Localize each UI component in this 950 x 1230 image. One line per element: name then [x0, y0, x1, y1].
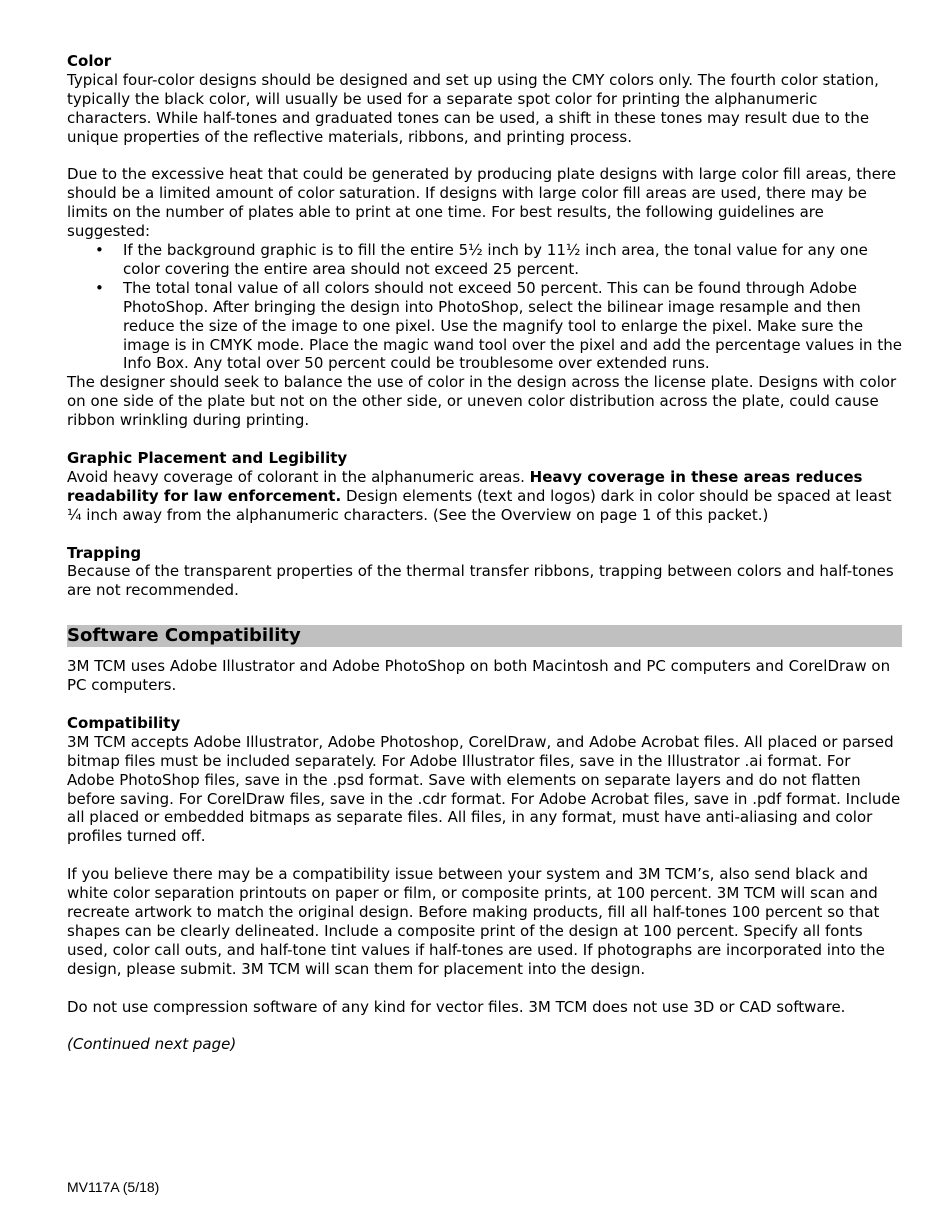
compatibility-paragraph-2: If you believe there may be a compatibility issue between your system and 3M TCM’s, also send black and white color separation printouts on paper or film, or composite prints, at 100 percent. 3M TCM will scan and recreate artwork to match the original design. Before making products, fill all half-tones 100 percent so that shapes can be clearly delineated. Include a composite print of the design at 100 percent. Specify all fonts used, color call outs, and half-tone tint values if half-tones are used. If photographs are incorporated into the design, please submit. 3M TCM will scan them for placement into the design. — [67, 865, 885, 978]
trapping-paragraph: Because of the transparent properties of the thermal transfer ribbons, trapping between colors and half-tones are not recommended. — [67, 562, 894, 600]
color-guidelines-list — [67, 241, 902, 373]
placement-paragraph — [67, 468, 902, 525]
color-heading: Color — [67, 52, 112, 70]
placement-text-bold: Heavy coverage in these areas reduces readability for law enforcement. — [67, 467, 863, 505]
color-paragraph-3: The designer should seek to balance the use of color in the design across the license plate. Designs with color on one side of the plate but not on the other side, or uneven color distribution across the plate, could cause ribbon wrinkling during printing. — [67, 373, 897, 430]
compatibility-paragraph-1: 3M TCM accepts Adobe Illustrator, Adobe Photoshop, CorelDraw, and Adobe Acrobat files. All placed or parsed bitmap files must be included separately. For Adobe Illustrator files, save in the Illustrator .ai format. For Adobe PhotoShop files, save in the .psd format. Save with elements on separate layers and do not flatten before saving. For CorelDraw files, save in the .cdr format. For Adobe Acrobat files, save in .pdf format. Include all placed or embedded bitmaps as separate files. All files, in any format, must have anti-aliasing and color profiles turned off. — [67, 732, 901, 846]
document-page — [67, 52, 902, 1054]
compatibility-heading: Compatibility — [67, 713, 181, 732]
trapping-heading: Trapping — [67, 543, 142, 562]
list-item: • The total tonal value of all colors should not exceed 50 percent. This can be found through Adobe PhotoShop. After bringing the design into PhotoShop, select the bilinear image resample and then reduce the size of the image to one pixel. Use the magnify tool to enlarge the pixel. Make sure the image is in CMYK mode. Place the magic wand tool over the pixel and add the percentage values in the Info Box. Any total over 50 percent could be troublesome over extended runs. — [123, 279, 902, 374]
color-paragraph-1: Typical four-color designs should be designed and set up using the CMY colors only. The fourth color station, typically the black color, will usually be used for a separate spot color for printing the alphanumeric characters. While half-tones and graduated tones can be used, a shift in these tones may result due to the unique properties of the reflective materials, ribbons, and printing process. — [67, 70, 879, 146]
form-code-footer: MV117A (5/18) — [67, 1179, 160, 1195]
placement-text-end: Design elements (text and logos) dark in color should be spaced at least ¼ inch away from the alphanumeric characters. (See the Overview on page 1 of this packet.) — [67, 486, 892, 524]
placement-text-start: Avoid heavy coverage of colorant in the alphanumeric areas. — [67, 467, 530, 486]
list-item: • If the background graphic is to fill the entire 5½ inch by 11½ inch area, the tonal value for any one color covering the entire area should not exceed 25 percent. — [123, 241, 902, 279]
continued-note: (Continued next page) — [67, 1035, 237, 1054]
color-paragraph-2: Due to the excessive heat that could be generated by producing plate designs with large color fill areas, there should be a limited amount of color saturation. If designs with large color fill areas are used, there may be limits on the number of plates able to print at one time. For best results, the following guidelines are suggested: — [67, 165, 897, 241]
software-heading: Software Compatibility — [67, 625, 301, 647]
compatibility-paragraph-3: Do not use compression software of any kind for vector files. 3M TCM does not use 3D or CAD software. — [67, 997, 846, 1016]
placement-heading: Graphic Placement and Legibility — [67, 449, 348, 467]
section-header-bar — [67, 625, 902, 647]
software-intro: 3M TCM uses Adobe Illustrator and Adobe PhotoShop on both Macintosh and PC computers and CorelDraw on PC computers. — [67, 657, 891, 695]
